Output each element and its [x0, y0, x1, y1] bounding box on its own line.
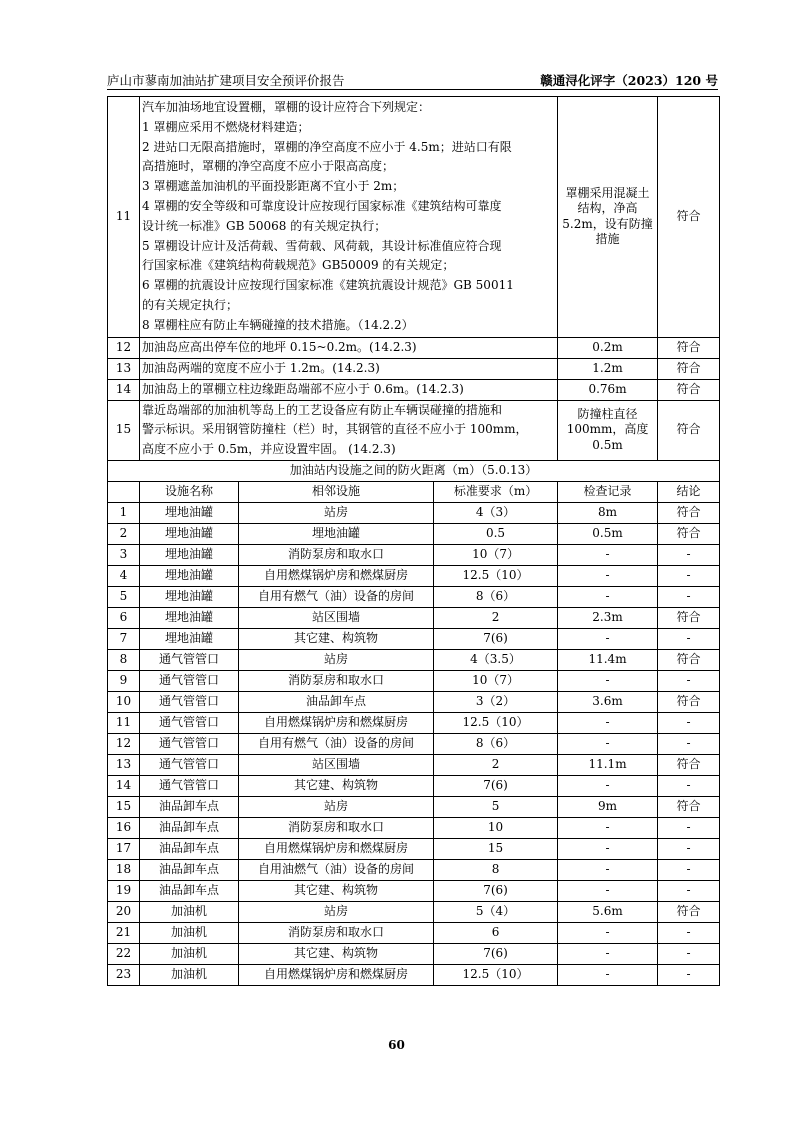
row-number: 9 [108, 670, 140, 691]
adjacent-facility: 自用燃煤锅炉房和燃煤厨房 [239, 712, 434, 733]
table-row [108, 922, 720, 943]
facility-name: 通气管管口 [140, 775, 239, 796]
check-record: - [558, 775, 658, 796]
adjacent-facility: 其它建、构筑物 [239, 880, 434, 901]
table-row [108, 97, 720, 338]
standard-requirement: 7(6) [434, 943, 558, 964]
standard-requirement: 3（2） [434, 691, 558, 712]
check-record: - [558, 733, 658, 754]
conclusion: - [658, 817, 720, 838]
conclusion: - [658, 544, 720, 565]
table-row [108, 817, 720, 838]
adjacent-facility: 其它建、构筑物 [239, 628, 434, 649]
table-row [108, 607, 720, 628]
row-number: 12 [108, 733, 140, 754]
row-number: 17 [108, 838, 140, 859]
row-number: 21 [108, 922, 140, 943]
table-row [108, 943, 720, 964]
check-record: 11.1m [558, 754, 658, 775]
facility-name: 加油机 [140, 922, 239, 943]
table-row [108, 544, 720, 565]
requirement-text: 加油岛上的罩棚立柱边缘距岛端部不应小于 0.6m。(14.2.3) [140, 379, 558, 400]
column-header-row [108, 481, 720, 502]
requirement-text: 加油岛两端的宽度不应小于 1.2m。(14.2.3) [140, 358, 558, 379]
facility-name: 油品卸车点 [140, 796, 239, 817]
row-number: 13 [108, 754, 140, 775]
row-number: 18 [108, 859, 140, 880]
column-header: 设施名称 [140, 481, 239, 502]
check-record: - [558, 943, 658, 964]
check-record: 2.3m [558, 607, 658, 628]
conclusion: - [658, 670, 720, 691]
standard-requirement: 15 [434, 838, 558, 859]
column-header: 相邻设施 [239, 481, 434, 502]
section-title-row [108, 460, 720, 481]
row-number: 16 [108, 817, 140, 838]
standard-requirement: 10 [434, 817, 558, 838]
adjacent-facility: 站区围墙 [239, 607, 434, 628]
facility-name: 加油机 [140, 964, 239, 985]
row-number: 4 [108, 565, 140, 586]
standard-requirement: 10（7） [434, 670, 558, 691]
table-row [108, 379, 720, 400]
check-record: - [558, 859, 658, 880]
adjacent-facility: 其它建、构筑物 [239, 943, 434, 964]
requirement-text: 加油岛应高出停车位的地坪 0.15~0.2m。(14.2.3) [140, 337, 558, 358]
column-header: 标准要求（m） [434, 481, 558, 502]
adjacent-facility: 消防泵房和取水口 [239, 817, 434, 838]
table-row [108, 733, 720, 754]
check-record: 5.6m [558, 901, 658, 922]
section-title: 加油站内设施之间的防火距离（m）（5.0.13） [108, 460, 720, 481]
conclusion: - [658, 838, 720, 859]
facility-name: 通气管管口 [140, 712, 239, 733]
table-row [108, 964, 720, 985]
check-record: - [558, 922, 658, 943]
requirement-rows [108, 97, 720, 503]
facility-name: 埋地油罐 [140, 565, 239, 586]
table-row [108, 586, 720, 607]
table-row [108, 358, 720, 379]
facility-name: 埋地油罐 [140, 523, 239, 544]
facility-name: 通气管管口 [140, 733, 239, 754]
report-number: 赣通浔化评字（2023）120 号 [540, 73, 718, 88]
adjacent-facility: 站房 [239, 901, 434, 922]
page-header [107, 69, 718, 90]
page-number: 60 [388, 1038, 405, 1052]
table-row [108, 628, 720, 649]
table-row [108, 712, 720, 733]
standard-requirement: 8（6） [434, 586, 558, 607]
column-header: 检查记录 [558, 481, 658, 502]
conclusion: - [658, 733, 720, 754]
table-row [108, 859, 720, 880]
conclusion: - [658, 565, 720, 586]
check-record: 0.5m [558, 523, 658, 544]
adjacent-facility: 埋地油罐 [239, 523, 434, 544]
standard-requirement: 12.5（10） [434, 712, 558, 733]
row-number: 3 [108, 544, 140, 565]
table-row [108, 691, 720, 712]
facility-name: 埋地油罐 [140, 607, 239, 628]
table-row [108, 337, 720, 358]
standard-requirement: 2 [434, 607, 558, 628]
distance-rows [108, 502, 720, 985]
facility-name: 通气管管口 [140, 670, 239, 691]
adjacent-facility: 自用有燃气（油）设备的房间 [239, 586, 434, 607]
standard-requirement: 12.5（10） [434, 565, 558, 586]
conclusion: 符合 [658, 502, 720, 523]
row-number: 14 [108, 775, 140, 796]
check-record: - [558, 964, 658, 985]
standard-requirement: 10（7） [434, 544, 558, 565]
row-number: 20 [108, 901, 140, 922]
table-row [108, 670, 720, 691]
standard-requirement: 5 [434, 796, 558, 817]
conclusion: - [658, 922, 720, 943]
adjacent-facility: 自用燃煤锅炉房和燃煤厨房 [239, 565, 434, 586]
standard-requirement: 2 [434, 754, 558, 775]
facility-name: 油品卸车点 [140, 817, 239, 838]
check-record: - [558, 838, 658, 859]
facility-name: 加油机 [140, 943, 239, 964]
facility-name: 油品卸车点 [140, 880, 239, 901]
facility-name: 通气管管口 [140, 649, 239, 670]
facility-name: 埋地油罐 [140, 586, 239, 607]
facility-name: 油品卸车点 [140, 838, 239, 859]
conclusion: 符合 [658, 523, 720, 544]
check-record: 0.76m [558, 379, 658, 400]
row-number: 12 [108, 337, 140, 358]
check-record: 9m [558, 796, 658, 817]
standard-requirement: 8（6） [434, 733, 558, 754]
check-record: 8m [558, 502, 658, 523]
row-number: 8 [108, 649, 140, 670]
requirement-text: 汽车加油场地宜设置棚，罩棚的设计应符合下列规定： 1 罩棚应采用不燃烧材料建造； 2 进站口无限高措施时，罩棚的净空高度不应小于 4.5m；进站口有限 高措施时，罩棚的净空高度不应小于限高高度； 3 罩棚遮盖加油机的平面投影距离不宜小于 2m； 4 罩棚的安全等级和可靠度设计应按现行国家标准《建筑结构可靠度 设计统一标准》GB 50068 的有关规定执行； 5 罩棚设计应计及活荷载、雪荷载、风荷载，其设计标准值应符合现 行国家标准《建筑结构荷载规范》GB50009 的有关规定； 6 罩棚的抗震设计应按现行国家标准《建筑抗震设计规范》GB 50011 的有关规定执行； 8 罩棚柱应有防止车辆碰撞的技术措施。（14.2.2） [140, 97, 558, 338]
standard-requirement: 8 [434, 859, 558, 880]
facility-name: 埋地油罐 [140, 628, 239, 649]
adjacent-facility: 消防泵房和取水口 [239, 670, 434, 691]
row-number: 7 [108, 628, 140, 649]
conclusion: - [658, 775, 720, 796]
row-number: 19 [108, 880, 140, 901]
standard-requirement: 7(6) [434, 775, 558, 796]
conclusion: - [658, 712, 720, 733]
facility-name: 加油机 [140, 901, 239, 922]
table-row [108, 796, 720, 817]
adjacent-facility: 油品卸车点 [239, 691, 434, 712]
conclusion: 符合 [658, 400, 720, 460]
row-number: 5 [108, 586, 140, 607]
adjacent-facility: 站房 [239, 796, 434, 817]
row-number: 11 [108, 712, 140, 733]
check-record: - [558, 670, 658, 691]
check-record: 罩棚采用混凝土结构，净高 5.2m，设有防撞措施 [558, 97, 658, 338]
conclusion: - [658, 943, 720, 964]
conclusion: 符合 [658, 97, 720, 338]
adjacent-facility: 消防泵房和取水口 [239, 922, 434, 943]
table-row [108, 565, 720, 586]
adjacent-facility: 站房 [239, 649, 434, 670]
row-number: 14 [108, 379, 140, 400]
conclusion: 符合 [658, 649, 720, 670]
conclusion: - [658, 859, 720, 880]
row-number: 6 [108, 607, 140, 628]
conclusion: 符合 [658, 754, 720, 775]
table-row [108, 400, 720, 460]
table-row [108, 880, 720, 901]
report-title: 庐山市蓼南加油站扩建项目安全预评价报告 [107, 73, 345, 88]
adjacent-facility: 其它建、构筑物 [239, 775, 434, 796]
row-number: 2 [108, 523, 140, 544]
check-record: 防撞柱直径 100mm，高度 0.5m [558, 400, 658, 460]
conclusion: 符合 [658, 796, 720, 817]
standard-requirement: 4（3） [434, 502, 558, 523]
check-record: - [558, 628, 658, 649]
standard-requirement: 0.5 [434, 523, 558, 544]
row-number: 10 [108, 691, 140, 712]
check-record: - [558, 544, 658, 565]
check-record: - [558, 565, 658, 586]
adjacent-facility: 自用燃煤锅炉房和燃煤厨房 [239, 964, 434, 985]
conclusion: 符合 [658, 358, 720, 379]
adjacent-facility: 站区围墙 [239, 754, 434, 775]
adjacent-facility: 自用燃煤锅炉房和燃煤厨房 [239, 838, 434, 859]
table-row [108, 649, 720, 670]
adjacent-facility: 消防泵房和取水口 [239, 544, 434, 565]
row-number: 15 [108, 796, 140, 817]
conclusion: - [658, 964, 720, 985]
check-record: - [558, 880, 658, 901]
row-number: 15 [108, 400, 140, 460]
standard-requirement: 5（4） [434, 901, 558, 922]
conclusion: 符合 [658, 379, 720, 400]
facility-name: 通气管管口 [140, 754, 239, 775]
table-row [108, 838, 720, 859]
conclusion: - [658, 628, 720, 649]
row-number: 13 [108, 358, 140, 379]
check-record: - [558, 817, 658, 838]
header-blank [108, 481, 140, 502]
check-record: 11.4m [558, 649, 658, 670]
standard-requirement: 7(6) [434, 628, 558, 649]
table-row [108, 754, 720, 775]
evaluation-table [107, 96, 720, 986]
conclusion: 符合 [658, 607, 720, 628]
standard-requirement: 7(6) [434, 880, 558, 901]
conclusion: - [658, 586, 720, 607]
standard-requirement: 6 [434, 922, 558, 943]
check-record: - [558, 586, 658, 607]
adjacent-facility: 站房 [239, 502, 434, 523]
table-row [108, 901, 720, 922]
facility-name: 埋地油罐 [140, 502, 239, 523]
requirement-text: 靠近岛端部的加油机等岛上的工艺设备应有防止车辆误碰撞的措施和 警示标识。采用钢管防撞柱（栏）时，其钢管的直径不应小于 100mm， 高度不应小于 0.5m，并应设置牢固。 (14.2.3) [140, 400, 558, 460]
facility-name: 埋地油罐 [140, 544, 239, 565]
check-record: 0.2m [558, 337, 658, 358]
check-record: - [558, 712, 658, 733]
row-number: 11 [108, 97, 140, 338]
conclusion: 符合 [658, 691, 720, 712]
row-number: 23 [108, 964, 140, 985]
row-number: 22 [108, 943, 140, 964]
facility-name: 油品卸车点 [140, 859, 239, 880]
conclusion: 符合 [658, 901, 720, 922]
standard-requirement: 4（3.5） [434, 649, 558, 670]
adjacent-facility: 自用有燃气（油）设备的房间 [239, 733, 434, 754]
adjacent-facility: 自用油燃气（油）设备的房间 [239, 859, 434, 880]
conclusion: 符合 [658, 337, 720, 358]
table-row [108, 775, 720, 796]
row-number: 1 [108, 502, 140, 523]
standard-requirement: 12.5（10） [434, 964, 558, 985]
table-row [108, 523, 720, 544]
facility-name: 通气管管口 [140, 691, 239, 712]
conclusion: - [658, 880, 720, 901]
check-record: 3.6m [558, 691, 658, 712]
column-header: 结论 [658, 481, 720, 502]
check-record: 1.2m [558, 358, 658, 379]
table-row [108, 502, 720, 523]
